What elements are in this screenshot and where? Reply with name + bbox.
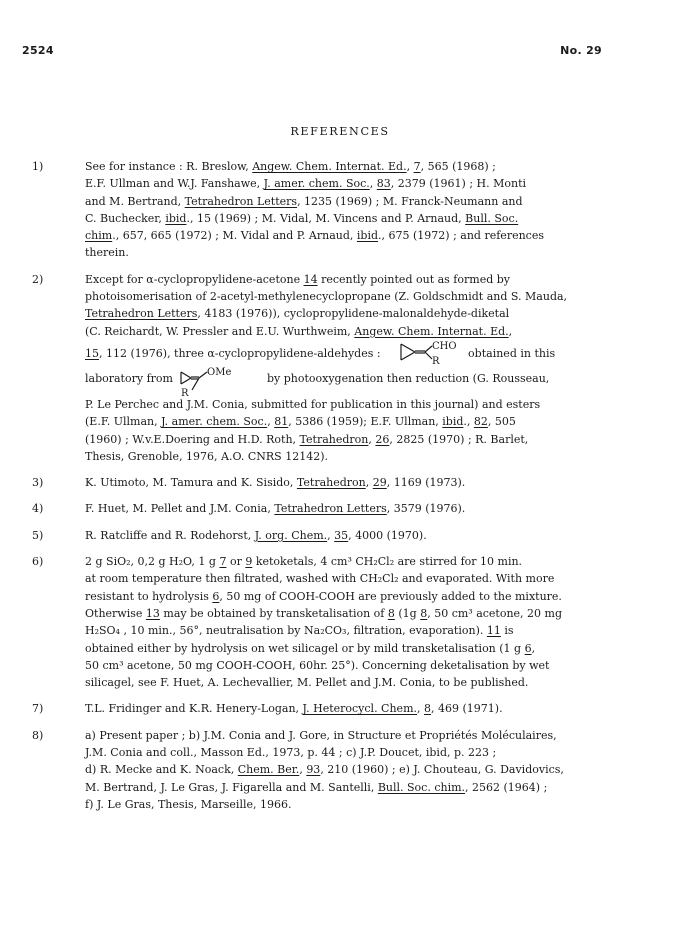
reference-line bbox=[85, 622, 640, 639]
reference-line bbox=[85, 796, 640, 813]
reference-number: 2) bbox=[32, 272, 44, 286]
underlined-citation: 13 bbox=[145, 606, 160, 620]
reference-line bbox=[85, 640, 640, 657]
reference-line bbox=[85, 605, 640, 622]
reference-line bbox=[85, 271, 640, 288]
text-run: Otherwise bbox=[85, 606, 146, 620]
text-run: 2 g SiO₂, 0,2 g H₂O, 1 g bbox=[85, 555, 220, 569]
text-run: (1960) ; W.v.E.Doering and H.D. Roth, bbox=[85, 432, 300, 446]
text-run: or bbox=[226, 555, 246, 569]
text-run: , 50 mg of COOH-COOH are previously added to the mixture. bbox=[219, 589, 562, 603]
reference-line bbox=[85, 727, 640, 744]
text-run: , 210 (1960) ; e) J. Chouteau, G. Davidovics, bbox=[320, 763, 564, 777]
underlined-citation: Angew. Chem. Internat. Ed. bbox=[252, 160, 407, 173]
reference-line bbox=[85, 674, 640, 691]
text-run: , bbox=[369, 177, 377, 191]
underlined-citation: 14 bbox=[303, 272, 318, 286]
reference-line bbox=[85, 158, 640, 175]
underlined-citation: 93 bbox=[306, 763, 321, 777]
text-run: obtained either by hydrolysis on wet silicagel or by mild transketalisation (1 g bbox=[85, 641, 525, 655]
underlined-citation: 82 bbox=[473, 415, 488, 429]
reference-item bbox=[32, 700, 640, 717]
text-run: , bbox=[365, 476, 373, 490]
text-run: ., 657, 665 (1972) ; M. Vidal and P. Arnaud, bbox=[112, 229, 357, 243]
reference-number: 8) bbox=[32, 728, 44, 742]
text-run: laboratory from bbox=[85, 371, 173, 385]
underlined-citation: 81 bbox=[274, 415, 289, 429]
underlined-citation: 26 bbox=[375, 432, 390, 446]
svg-text:CHO: CHO bbox=[431, 340, 457, 352]
text-run: P. Le Perchec and J.M. Conia, submitted for publication in this journal) and esters bbox=[85, 397, 541, 411]
text-run: , 565 (1968) ; bbox=[420, 160, 496, 173]
underlined-citation: Tetrahedron bbox=[299, 432, 369, 446]
underlined-citation: J. amer. chem. Soc. bbox=[263, 177, 370, 191]
text-run: , 4183 (1976)), cyclopropylidene-malonaldehyde-diketal bbox=[197, 307, 510, 321]
text-run: , bbox=[267, 415, 275, 429]
reference-line bbox=[85, 500, 640, 517]
text-run: C. Buchecker, bbox=[85, 211, 166, 225]
underlined-citation: 8 bbox=[387, 606, 395, 620]
reference-line bbox=[85, 527, 640, 544]
reference-number: 5) bbox=[32, 528, 44, 542]
text-run: is bbox=[500, 624, 514, 638]
text-run: , 4000 (1970). bbox=[348, 528, 427, 542]
reference-line bbox=[85, 323, 640, 340]
text-run: and M. Bertrand, bbox=[85, 194, 185, 208]
reference-number: 7) bbox=[32, 702, 44, 716]
text-run: Except for α-cyclopropylidene-acetone bbox=[85, 272, 304, 286]
text-run: ., 675 (1972) ; and references bbox=[378, 229, 544, 243]
cyclopropylidene-methoxy-structure bbox=[177, 366, 237, 396]
reference-number: 1) bbox=[32, 160, 44, 173]
text-run: obtained in this bbox=[464, 346, 556, 360]
text-run: M. Bertrand, J. Le Gras, J. Figarella and M. Santelli, bbox=[85, 780, 378, 794]
text-run: , 5386 (1959); E.F. Ullman, bbox=[288, 415, 443, 429]
text-run: , 1235 (1969) ; M. Franck-Neumann and bbox=[297, 194, 523, 208]
underlined-citation: Tetrahedron Letters bbox=[85, 307, 198, 321]
reference-item bbox=[32, 527, 640, 544]
reference-line bbox=[85, 761, 640, 778]
underlined-citation: 9 bbox=[245, 555, 253, 569]
text-run: , 2379 (1961) ; H. Monti bbox=[390, 177, 527, 191]
svg-text:OMe: OMe bbox=[206, 366, 232, 378]
underlined-citation: chim bbox=[85, 229, 113, 243]
text-run: (1g bbox=[394, 606, 421, 620]
text-run: at room temperature then filtrated, washed with CH₂Cl₂ and evaporated. With more bbox=[85, 572, 555, 586]
reference-line bbox=[85, 657, 640, 674]
text-run: E.F. Ullman and W.J. Fanshawe, bbox=[85, 177, 264, 191]
text-run: , bbox=[327, 528, 335, 542]
underlined-citation: Bull. Soc. bbox=[465, 211, 519, 225]
text-run: therein. bbox=[85, 246, 129, 260]
underlined-citation: ibid bbox=[442, 415, 464, 429]
text-run: , 2825 (1970) ; R. Barlet, bbox=[389, 432, 529, 446]
reference-number: 6) bbox=[32, 555, 44, 569]
text-run: F. Huet, M. Pellet and J.M. Conia, bbox=[85, 502, 275, 516]
underlined-citation: 29 bbox=[372, 476, 387, 490]
reference-line bbox=[85, 366, 640, 396]
underlined-citation: 8 bbox=[424, 702, 431, 716]
reference-line bbox=[85, 227, 640, 244]
underlined-citation: Chem. Ber. bbox=[237, 763, 300, 777]
text-run: Thesis, Grenoble, 1976, A.O. CNRS 12142). bbox=[85, 449, 328, 463]
text-run: recently pointed out as formed by bbox=[317, 272, 510, 286]
reference-line bbox=[85, 570, 640, 587]
issue-label: No. 29 bbox=[560, 44, 602, 57]
text-run: resistant to hydrolysis bbox=[85, 589, 213, 603]
text-run: , bbox=[368, 432, 376, 446]
text-run: silicagel, see F. Huet, A. Lechevallier, M. Pellet and J.M. Conia, to be published. bbox=[85, 676, 529, 690]
reference-line bbox=[85, 431, 640, 448]
reference-item bbox=[32, 158, 640, 262]
reference-item bbox=[32, 727, 640, 813]
section-title: REFERENCES bbox=[290, 125, 390, 138]
text-run: , 3579 (1976). bbox=[386, 502, 466, 516]
underlined-citation: J. Heterocycl. Chem. bbox=[302, 702, 417, 716]
text-run: , 50 cm³ acetone, 20 mg bbox=[427, 606, 563, 620]
reference-line bbox=[85, 588, 640, 605]
text-run: , 469 (1971). bbox=[431, 702, 503, 716]
underlined-citation: 7 bbox=[219, 555, 227, 569]
text-run: , bbox=[417, 702, 424, 716]
text-run: a) Present paper ; b) J.M. Conia and J. Gore, in Structure et Propriétés Moléculaires, bbox=[85, 728, 557, 742]
underlined-citation: Tetrahedron Letters bbox=[274, 502, 387, 516]
reference-list bbox=[32, 158, 640, 822]
underlined-citation: Tetrahedron bbox=[296, 476, 366, 490]
cyclopropylidene-aldehyde-structure bbox=[395, 340, 461, 366]
text-run: ., bbox=[463, 415, 474, 429]
underlined-citation: J. org. Chem. bbox=[254, 528, 328, 542]
reference-line bbox=[85, 413, 640, 430]
text-run: See for instance : R. Breslow, bbox=[85, 160, 253, 173]
underlined-citation: 6 bbox=[212, 589, 220, 603]
reference-item bbox=[32, 271, 640, 465]
text-run: d) R. Mecke and K. Noack, bbox=[85, 763, 238, 777]
reference-line bbox=[85, 779, 640, 796]
text-run: , 2562 (1964) ; bbox=[465, 780, 548, 794]
reference-line bbox=[85, 244, 640, 261]
text-run: H₂SO₄ , 10 min., 56°, neutralisation by Na₂CO₃, filtration, evaporation). bbox=[85, 624, 487, 638]
reference-line bbox=[85, 210, 640, 227]
reference-line bbox=[85, 396, 640, 413]
text-run: photoisomerisation of 2-acetyl-methylenecyclopropane (Z. Goldschmidt and S. Mauda, bbox=[85, 290, 568, 304]
underlined-citation: ibid bbox=[356, 229, 379, 243]
underlined-citation: Bull. Soc. chim. bbox=[377, 780, 466, 794]
reference-item bbox=[32, 553, 640, 691]
svg-text:R: R bbox=[180, 387, 189, 396]
underlined-citation: 8 bbox=[420, 606, 428, 620]
reference-line bbox=[85, 744, 640, 761]
underlined-citation: 15 bbox=[85, 346, 99, 360]
text-run: (E.F. Ullman, bbox=[85, 415, 162, 429]
reference-line bbox=[85, 175, 640, 192]
text-run: T.L. Fridinger and K.R. Henery-Logan, bbox=[85, 702, 303, 716]
text-run: , bbox=[531, 641, 536, 655]
reference-line bbox=[85, 553, 640, 570]
text-run: J.M. Conia and coll., Masson Ed., 1973, p. 44 ; c) J.P. Doucet, ibid, p. 223 ; bbox=[85, 746, 497, 760]
text-run: , bbox=[508, 324, 513, 338]
underlined-citation: 11 bbox=[486, 624, 501, 638]
reference-line bbox=[85, 305, 640, 322]
text-run: f) J. Le Gras, Thesis, Marseille, 1966. bbox=[85, 797, 292, 811]
underlined-citation: 6 bbox=[524, 641, 532, 655]
reference-number: 4) bbox=[32, 502, 44, 516]
reference-line bbox=[85, 474, 640, 491]
text-run: K. Utimoto, M. Tamura and K. Sisido, bbox=[85, 476, 297, 490]
underlined-citation: Tetrahedron Letters bbox=[184, 194, 298, 208]
text-run: R. Ratcliffe and R. Rodehorst, bbox=[85, 528, 255, 542]
reference-number: 3) bbox=[32, 476, 44, 490]
reference-line bbox=[85, 288, 640, 305]
reference-line bbox=[85, 700, 640, 717]
text-run: , 505 bbox=[487, 415, 516, 429]
text-run: ., 15 (1969) ; M. Vidal, M. Vincens and P. Arnaud, bbox=[186, 211, 466, 225]
underlined-citation: 7 bbox=[413, 160, 421, 173]
text-run: 50 cm³ acetone, 50 mg COOH-COOH, 60hr. 25°). Concerning deketalisation by wet bbox=[85, 658, 550, 672]
text-run: , 1169 (1973). bbox=[386, 476, 466, 490]
text-run: may be obtained by transketalisation of bbox=[159, 606, 388, 620]
svg-text:R: R bbox=[431, 355, 440, 366]
reference-line bbox=[85, 448, 640, 465]
underlined-citation: 35 bbox=[334, 528, 349, 542]
text-run: by photooxygenation then reduction (G. Rousseau, bbox=[266, 371, 550, 385]
underlined-citation: 83 bbox=[376, 177, 391, 191]
text-run: , bbox=[406, 160, 414, 173]
page-number: 2524 bbox=[22, 44, 54, 57]
underlined-citation: Angew. Chem. Internat. Ed. bbox=[354, 324, 509, 338]
reference-item bbox=[32, 474, 640, 491]
underlined-citation: J. amer. chem. Soc. bbox=[161, 415, 268, 429]
text-run: ketoketals, 4 cm³ CH₂Cl₂ are stirred for 10 min. bbox=[252, 555, 523, 569]
text-run: , bbox=[299, 763, 307, 777]
reference-line bbox=[85, 340, 640, 366]
text-run: , 112 (1976), three α-cyclopropylidene-aldehydes : bbox=[99, 346, 381, 360]
underlined-citation: ibid bbox=[165, 211, 187, 225]
reference-line bbox=[85, 193, 640, 210]
text-run: (C. Reichardt, W. Pressler and E.U. Wurthweim, bbox=[85, 324, 355, 338]
reference-item bbox=[32, 500, 640, 517]
